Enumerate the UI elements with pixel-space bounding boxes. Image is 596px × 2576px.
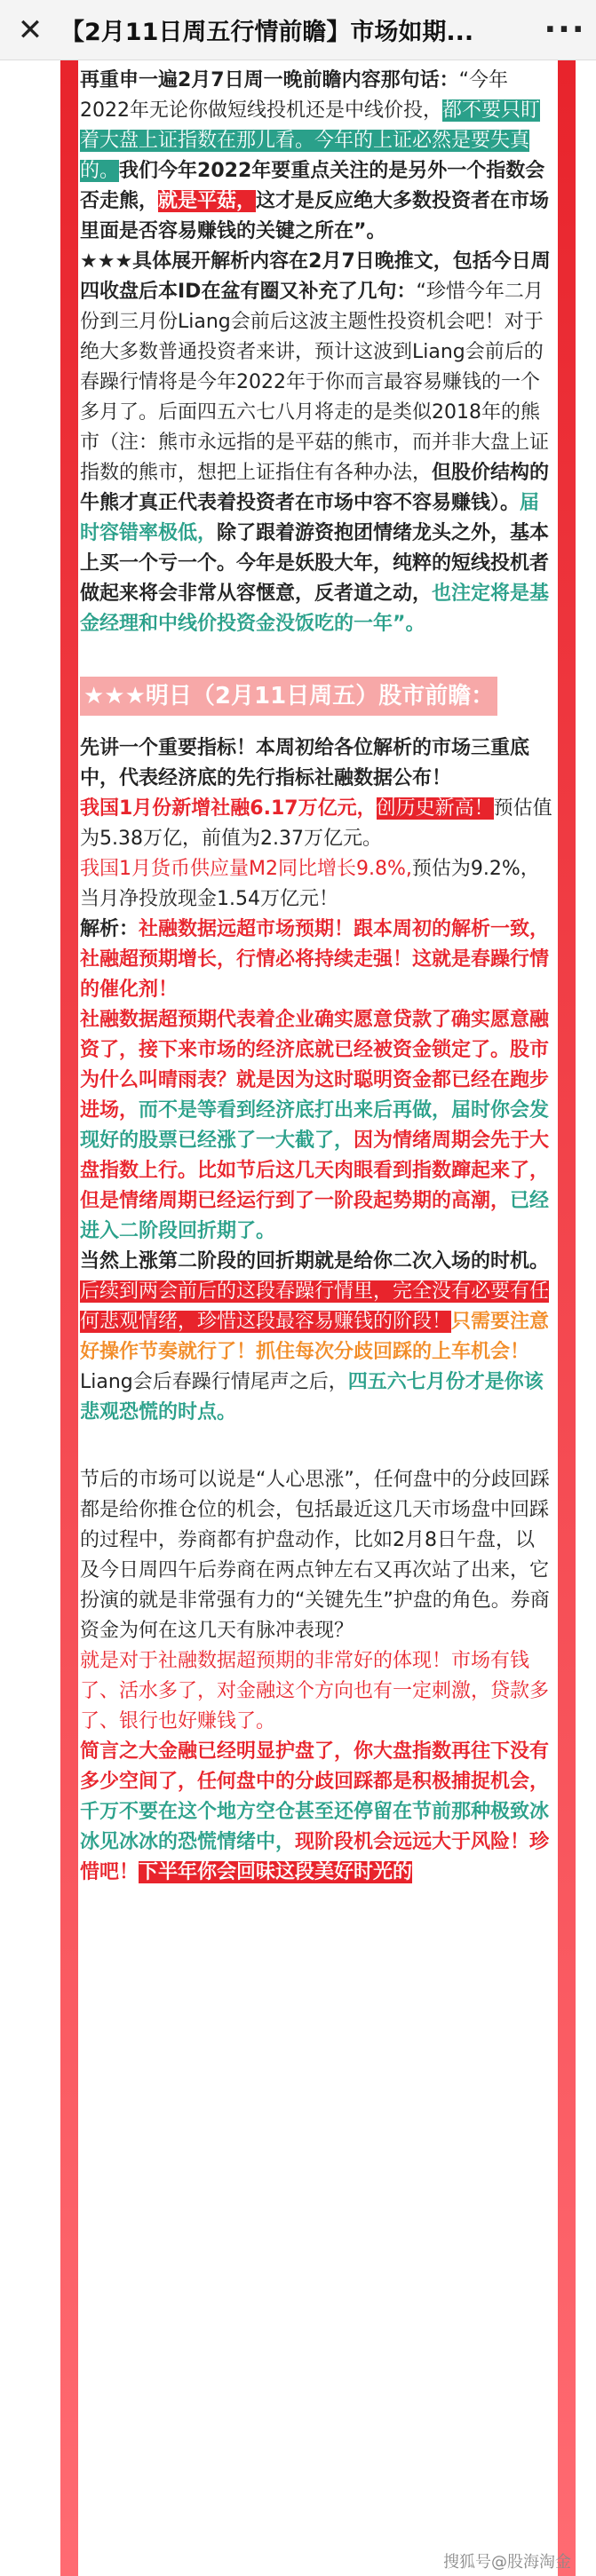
paragraph-m2 xyxy=(80,854,552,915)
red-text: 社融数据超预期代表着企业确实愿意贷款了确实愿意融资了，接下来市场的经济底就已经被资金锁定了。股市为什么叫晴雨表？就是因为这时聪明资金都已经在跑步进场， xyxy=(80,1009,550,1122)
text: 解析： xyxy=(80,918,139,940)
red-text: 就是对于社融数据超预期的非常好的体现！市场有钱了、活水多了，对金融这个方向也有一定刺激，贷款多了、银行也好赚钱了。 xyxy=(80,1650,550,1732)
highlight-text: 后续到两会前后的这段春躁行情里，完全没有必要有任何悲观情绪，珍惜这段最容易赚钱的阶段！ xyxy=(80,1280,550,1333)
page-title: 【2月11日周五行情前瞻】市场如期... xyxy=(60,19,474,46)
right-decor-rail xyxy=(558,60,576,2576)
text: 预估值为5.38万亿，前值为2.37万亿元。 xyxy=(80,797,552,850)
red-text: 现阶段机会远远大于风险！珍惜吧！ xyxy=(80,1831,550,1883)
green-text: 千万不要在这个地方空仓甚至还停留在节前那种极致冰冰见冰冰的恐慌情绪中， xyxy=(80,1801,550,1853)
paragraph-recap xyxy=(80,66,552,247)
paragraph-detail xyxy=(80,247,552,639)
quote-text: “珍惜今年二月份到三月份Liang会前后这波主题性投资机会吧！对于绝大多数普通投资者来讲，预计这波到Liang会前后的春躁行情将是今年2022年于你而言最容易赚钱的一个多月了。后面四五六七八月将走的是类似2018年的熊市（注：熊市永远指的是平菇的熊市，而并非大盘上证指数的熊市，想把上证指住有各种办法， xyxy=(80,281,550,484)
highlight-text: 都不要只盯着大盘上证指数在那儿看。 xyxy=(80,99,541,152)
paragraph-social-financing xyxy=(80,794,552,854)
paragraph-analysis-detail xyxy=(80,1005,552,1247)
text: 预估为9.2%，当月净投放现金1.54万亿元！ xyxy=(80,858,540,910)
paragraph-analysis xyxy=(80,915,552,1005)
text: ★★★具体展开解析内容在2月7日晚推文，包括今日周四收盘后本ID在盆有圈又补充了几句： xyxy=(80,250,551,303)
spacer xyxy=(80,716,552,733)
text: 除了跟着游资抱团情绪龙头之外，基本上买一个亏一个。今年是妖股大年，纯粹的短线投机者做起来将会非常从容惬意，反者道之动， xyxy=(80,522,550,605)
red-text: 简言之大金融已经明显护盘了，你大盘指数再往下没有多少空间了，任何盘中的分歧回踩都是积极捕捉机会， xyxy=(80,1740,550,1793)
section-heading: ★★★明日（2月11日周五）股市前瞻： xyxy=(80,677,497,716)
text: 但股价结构的牛熊才真正代表着投资者在市场中容不容易赚钱）。 xyxy=(80,462,550,514)
close-icon[interactable]: ✕ xyxy=(17,12,44,48)
text: “今年2022年无论你做短线投机还是中线价投， xyxy=(80,69,509,122)
watermark: 搜狐号@股海淘金 xyxy=(443,2553,571,2572)
app-header xyxy=(0,0,596,60)
highlight-text: 就是平菇， xyxy=(158,190,257,212)
text: 我们今年2022年要重点关注的是另外一个指数会否走熊， xyxy=(80,160,545,212)
green-text: 届时容错率极低， xyxy=(80,492,540,544)
left-decor-rail xyxy=(60,60,78,2576)
highlight-text: 下半年你会回味这段美好时光的 xyxy=(139,1861,413,1883)
green-text: 四五六七月份才是你该悲观恐慌的时点。 xyxy=(80,1371,544,1423)
highlight-text: 今年的上证必然是要失真的。 xyxy=(80,130,530,182)
orange-text: 只需要注意好操作节奏就行了！抓住每次分歧回踩的上车机会！ xyxy=(80,1311,550,1363)
paragraph-indicator: 先讲一个重要指标！本周初给各位解析的市场三重底中，代表经济底的先行指标社融数据公布！ xyxy=(80,737,530,789)
green-text: 已经进入二阶段回折期了。 xyxy=(80,1190,550,1242)
spacer xyxy=(80,1428,552,1465)
highlight-text: 创历史新高！ xyxy=(376,797,494,820)
text: Liang会后春躁行情尾声之后， xyxy=(80,1371,348,1393)
red-text: 我国1月份新增社融6.17万亿元， xyxy=(80,797,377,820)
article-body xyxy=(80,66,552,1888)
article-page xyxy=(0,60,596,2576)
green-text: 也注定将是基金经理和中线价投资金没饭吃的一年”。 xyxy=(80,583,550,635)
spacer xyxy=(80,639,552,677)
red-text: 社融数据远超市场预期！跟本周初的解析一致，社融超预期增长，行情必将持续走强！这就是春躁行情的催化剂！ xyxy=(80,918,550,1001)
text: 再重申一遍2月7日周一晚前瞻内容那句话： xyxy=(80,69,459,91)
more-menu-icon[interactable]: ··· xyxy=(544,12,586,48)
red-text: 我国1月货币供应量M2同比增长9.8%, xyxy=(80,858,412,880)
paragraph-broker xyxy=(80,1646,552,1737)
paragraph-spring-rally xyxy=(80,1277,552,1428)
paragraph-market: 节后的市场可以说是“人心思涨”，任何盘中的分歧回踩都是给你推仓位的机会，包括最近这几天市场盘中回踩的过程中，券商都有护盘动作，比如2月8日午盘，以及今日周四午后券商在两点钟左右又再次站了出来，它扮演的就是非常强有力的“关键先生”护盘的角色。券商资金为何在这几天有脉冲表现？ xyxy=(80,1469,550,1642)
paragraph-second-entry: 当然上涨第二阶段的回折期就是给你二次入场的时机。 xyxy=(80,1250,550,1272)
red-text: 因为情绪周期会先于大盘指数上行。比如节后这几天肉眼看到指数蹿起来了，但是情绪周期已经运行到了一阶段起势期的高潮， xyxy=(80,1129,550,1212)
green-text: 而不是等看到经济底打出来后再做，届时你会发现好的股票已经涨了一大截了， xyxy=(80,1099,550,1152)
paragraph-conclusion xyxy=(80,1737,552,1888)
text: 这才是反应绝大多数投资者在市场里面是否容易赚钱的关键之所在”。 xyxy=(80,190,550,242)
